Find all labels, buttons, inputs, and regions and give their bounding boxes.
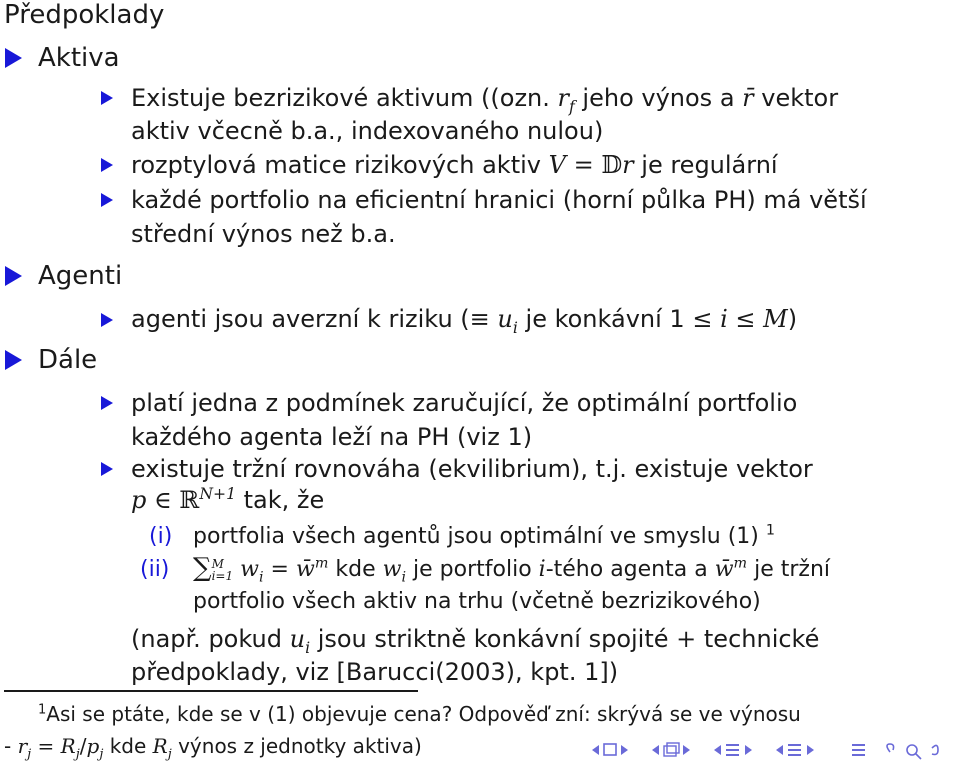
enum-item-i: portfolia všech agentů jsou optimální ve smyslu (1) $^1$ (193, 522, 775, 549)
nav-section-icon[interactable] (776, 744, 814, 756)
enum-label-i: (i) (149, 524, 173, 549)
aktiva-item-1-line-2: aktiv včecně b.a., indexovaného nulou) (131, 117, 604, 145)
navigation-bar (590, 738, 956, 762)
section-dale: Dále (38, 345, 98, 375)
aktiva-item-3-line-1: každé portfolio na eficientní hranici (horní půlka PH) má větší (131, 186, 867, 214)
note-line-2: předpoklady, viz [Barucci(2003), kpt. 1]) (131, 658, 619, 686)
aktiva-item-2: rozptylová matice rizikových aktiv V = 𝔻r je regulární (131, 151, 778, 179)
agenti-item: agenti jsou averzní k riziku (≡ $u_i$ je konkávní 1 ≤ i ≤ M) (131, 305, 798, 337)
section-aktiva: Aktiva (38, 43, 120, 73)
note-line-1: (např. pokud $u_i$ jsou striktně konkávní spojité + technické (131, 625, 820, 657)
nav-frame-back-icon[interactable] (592, 744, 628, 755)
bullet-arrow-icon (101, 313, 113, 327)
enum-item-ii: ∑ M i=1 $w_i$ = w̄$^m$ kde $w_i$ je portfolio i-tého agenta a w̄$^m$ je tržní (193, 553, 831, 586)
nav-subsection-icon[interactable] (714, 744, 752, 756)
aktiva-item-1-line-1: Existuje bezrizikové aktivum ((ozn. $r_f$ jeho výnos a r̄ vektor (131, 84, 839, 116)
bullet-arrow-icon (5, 350, 22, 370)
bullet-arrow-icon (101, 193, 113, 207)
nav-slides-icon[interactable] (652, 743, 690, 756)
dale-item-2-line-2: p ∈ ℝ$^{N+1}$ tak, že (131, 485, 325, 514)
dale-item-2-line-1: existuje tržní rovnováha (ekvilibrium), t.j. existuje vektor (131, 455, 813, 483)
dale-item-1-line-1: platí jedna z podmínek zaručující, že optimální portfolio (131, 389, 798, 417)
footnote-mark: 1 (765, 522, 775, 539)
enum-label-ii: (ii) (140, 557, 170, 582)
section-agenti: Agenti (38, 261, 123, 291)
bullet-arrow-icon (5, 48, 22, 68)
bullet-arrow-icon (101, 462, 113, 476)
enum-item-ii-line-2: portfolio všech aktiv na trhu (včetně bezrizikového) (193, 589, 761, 614)
nav-document-icon[interactable] (852, 744, 865, 756)
bullet-arrow-icon (5, 266, 22, 286)
page-title: Předpoklady (4, 0, 165, 30)
footnote-rule (4, 690, 418, 692)
dale-item-1-line-2: každého agenta leží na PH (viz 1) (131, 423, 533, 451)
bullet-arrow-icon (101, 158, 113, 172)
nav-search-icon[interactable] (887, 744, 938, 759)
bullet-arrow-icon (101, 396, 113, 410)
bullet-arrow-icon (101, 91, 113, 105)
footnote-line-2: - $r_j = R_j/p_j$ kde $R_j$ výnos z jednotky aktiva) (4, 734, 422, 762)
aktiva-item-3-line-2: střední výnos než b.a. (131, 220, 396, 248)
footnote-line-1: $^1$Asi se ptáte, kde se v (1) objevuje cena? Odpověď zní: skrývá se ve výnosu (38, 702, 801, 726)
